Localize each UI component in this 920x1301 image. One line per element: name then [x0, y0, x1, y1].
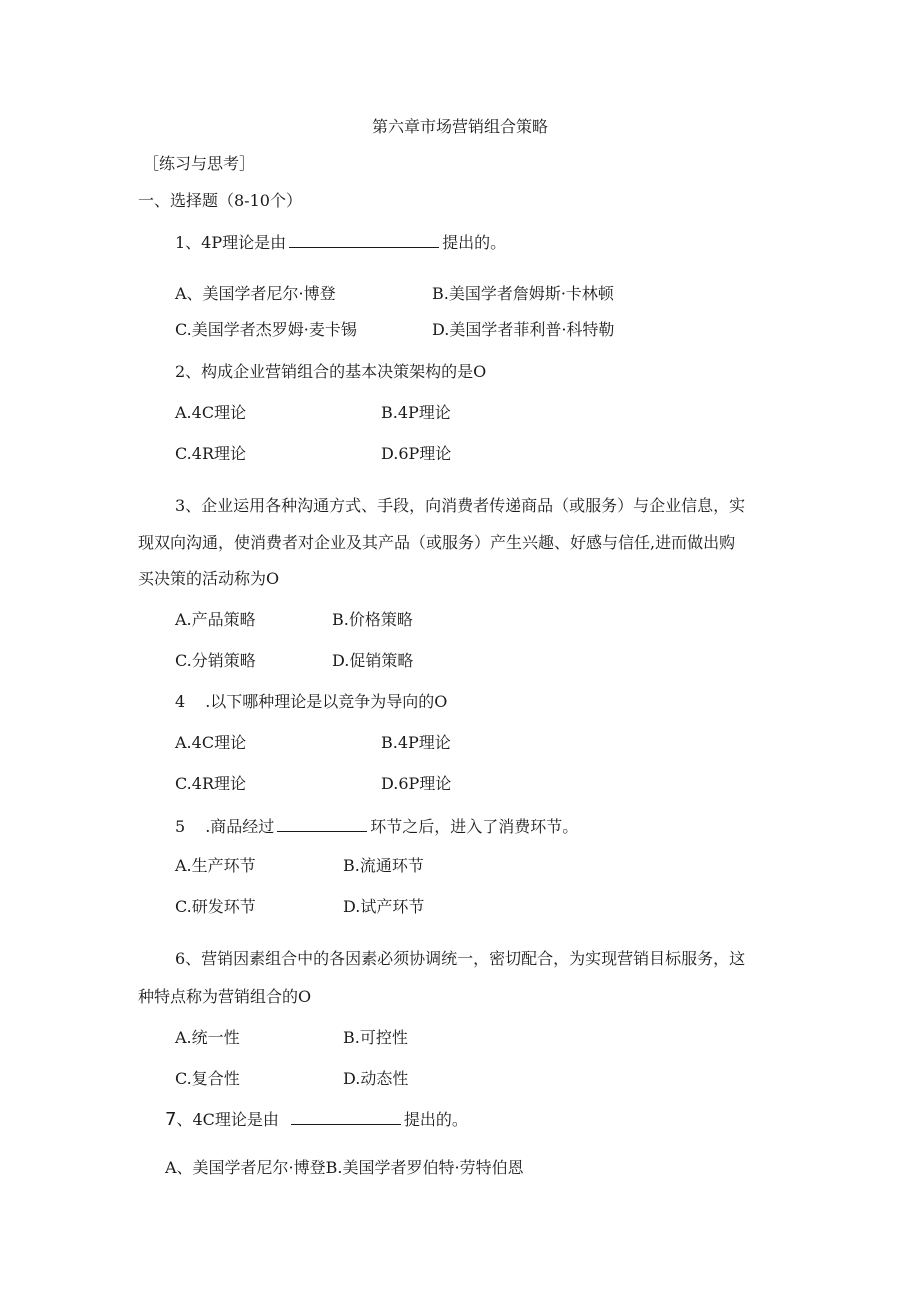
- question-7-stem-before: 、4C理论是由: [176, 1110, 279, 1129]
- question-3-stem-line: 买决策的活动称为O: [138, 569, 280, 588]
- section-label: ［练习与思考］: [143, 154, 256, 173]
- question-3-stem-line: 3、企业运用各种沟通方式、手段，向消费者传递商品（或服务）与企业信息，实: [175, 496, 746, 515]
- question-2-option-c: C.4R理论: [175, 444, 246, 463]
- answer-blank-5: [277, 817, 367, 832]
- question-5-stem: [175, 817, 578, 835]
- question-4-stem: [175, 694, 447, 710]
- question-4-number: 4: [175, 692, 186, 711]
- question-6-option-b: B.可控性: [343, 1028, 408, 1047]
- part-heading: 一、选择题（8-10个）: [138, 191, 302, 210]
- question-5-option-c: C.研发环节: [175, 897, 256, 916]
- answer-blank-1: [289, 233, 439, 248]
- question-2-option-d: D.6P理论: [381, 444, 452, 463]
- question-1-option-a: A、美国学者尼尔·博登: [175, 284, 336, 303]
- chapter-title: 第六章市场营销组合策略: [371, 117, 548, 136]
- question-6-stem-line: 种特点称为营销组合的O: [138, 987, 312, 1006]
- question-2-option-a: A.4C理论: [175, 403, 247, 422]
- question-3-option-b: B.价格策略: [332, 610, 413, 629]
- question-1-option-d: D.美国学者菲利普·科特勒: [432, 320, 615, 339]
- question-6-option-c: C.复合性: [175, 1069, 240, 1088]
- question-7-stem: [165, 1110, 468, 1129]
- answer-blank-7: [291, 1110, 401, 1125]
- question-2-stem: 2、构成企业营销组合的基本决策架构的是O: [175, 362, 487, 381]
- question-5-stem-after: 环节之后，进入了消费环节。: [370, 817, 579, 836]
- question-3-option-d: D.促销策略: [332, 651, 414, 670]
- question-7-number: 7: [165, 1109, 177, 1130]
- question-5-option-a: A.生产环节: [175, 856, 256, 875]
- question-4-option-a: A.4C理论: [175, 733, 247, 752]
- question-1-stem: [175, 233, 506, 251]
- question-2-option-b: B.4P理论: [381, 403, 451, 422]
- question-5-stem-before: .商品经过: [205, 817, 275, 836]
- question-6-stem-line: 6、营销因素组合中的各因素必须协调统一，密切配合，为实现营销目标服务，这: [175, 949, 746, 968]
- question-3-option-c: C.分销策略: [175, 651, 256, 670]
- question-7-options-line: A、美国学者尼尔·博登B.美国学者罗伯特·劳特伯恩: [165, 1158, 524, 1177]
- question-1-option-b: B.美国学者詹姆斯·卡林顿: [432, 284, 614, 303]
- question-1-option-c: C.美国学者杰罗姆·麦卡锡: [175, 320, 357, 339]
- question-4-option-d: D.6P理论: [381, 774, 452, 793]
- question-3-option-a: A.产品策略: [175, 610, 256, 629]
- question-7-stem-after: 提出的。: [403, 1110, 468, 1129]
- question-6-option-a: A.统一性: [175, 1028, 240, 1047]
- question-3-stem-line: 现双向沟通，使消费者对企业及其产品（或服务）产生兴趣、好感与信任,进而做出购: [138, 533, 736, 552]
- question-5-option-b: B.流通环节: [343, 856, 424, 875]
- question-4-text: .以下哪种理论是以竞争为导向的O: [205, 692, 448, 711]
- question-1-stem-after: 提出的。: [442, 233, 507, 252]
- question-1-stem-before: 1、4P理论是由: [175, 233, 287, 252]
- question-5-option-d: D.试产环节: [343, 897, 425, 916]
- question-6-option-d: D.动态性: [343, 1069, 409, 1088]
- question-5-number: 5: [175, 817, 186, 836]
- question-4-option-c: C.4R理论: [175, 774, 246, 793]
- question-4-option-b: B.4P理论: [381, 733, 451, 752]
